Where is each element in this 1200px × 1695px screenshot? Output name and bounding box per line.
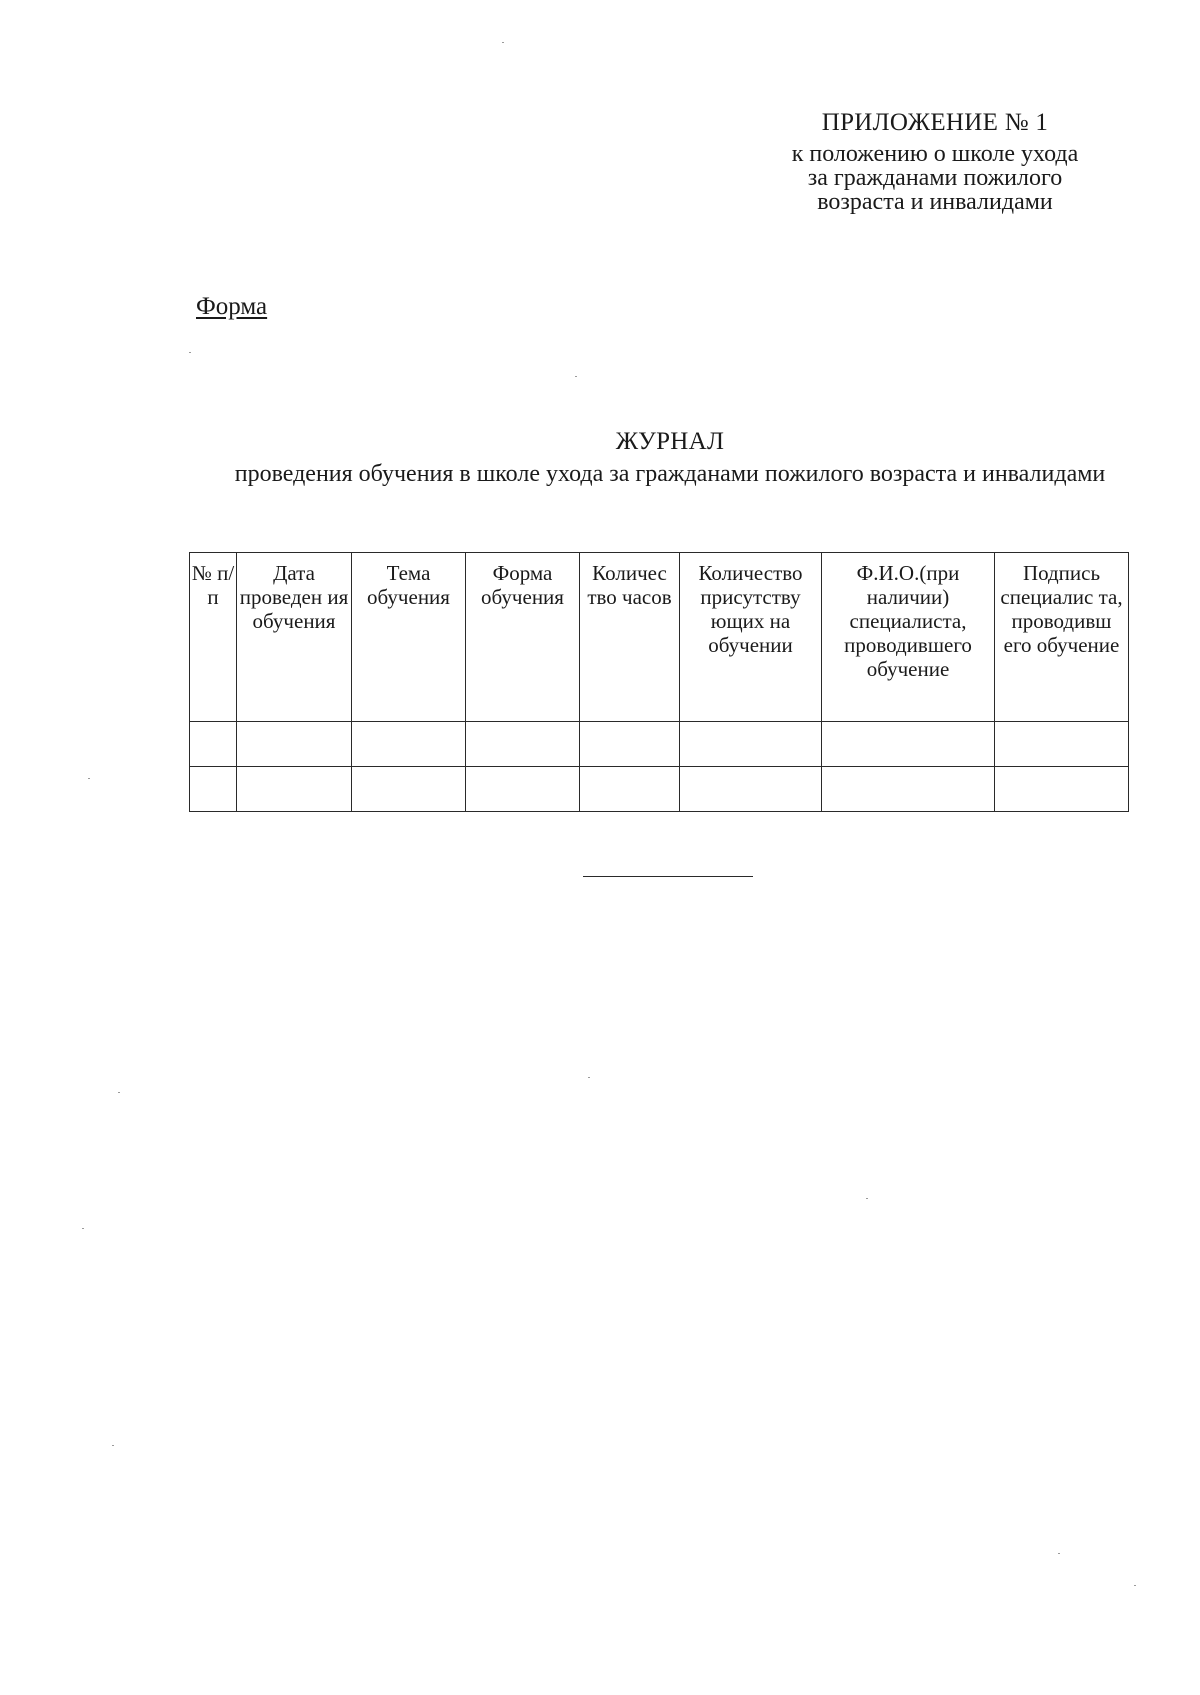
- header-cell-hours: Количес тво часов: [580, 553, 680, 722]
- table-cell: [580, 722, 680, 767]
- table-cell: [237, 722, 352, 767]
- table-cell: [466, 722, 580, 767]
- table-cell: [466, 767, 580, 812]
- appendix-line-2: за гражданами пожилого: [807, 165, 1063, 191]
- table-cell: [995, 767, 1129, 812]
- table-cell: [680, 767, 822, 812]
- scan-speck: [118, 1092, 120, 1093]
- end-divider-line: [583, 876, 753, 877]
- header-cell-form: Форма обучения: [466, 553, 580, 722]
- header-cell-date: Дата проведен ия обучения: [237, 553, 352, 722]
- scan-speck: [1058, 1553, 1060, 1554]
- header-cell-number: № п/п: [190, 553, 237, 722]
- table-row: [190, 767, 1129, 812]
- table-cell: [237, 767, 352, 812]
- scan-speck: [866, 1198, 868, 1199]
- header-cell-attendees: Количество присутству ющих на обучении: [680, 553, 822, 722]
- table-cell: [352, 767, 466, 812]
- table-header-row: [190, 553, 1129, 722]
- journal-subtitle: проведения обучения в школе ухода за гражданами пожилого возраста и инвалидами: [234, 461, 1106, 487]
- table-cell: [190, 722, 237, 767]
- journal-title: ЖУРНАЛ: [615, 428, 725, 455]
- table-cell: [680, 722, 822, 767]
- table-cell: [822, 722, 995, 767]
- scan-speck: [575, 376, 577, 377]
- appendix-line-3: возраста и инвалидами: [817, 189, 1053, 215]
- scan-speck: [588, 1077, 590, 1078]
- scan-speck: [112, 1445, 114, 1446]
- table-cell: [822, 767, 995, 812]
- form-label: Форма: [196, 293, 268, 320]
- table-row: [190, 722, 1129, 767]
- header-cell-specialist-name: Ф.И.О.(при наличии) специалиста, проводившего обучение: [822, 553, 995, 722]
- header-cell-signature: Подпись специалис та, проводивш его обучение: [995, 553, 1129, 722]
- appendix-block: [740, 108, 1130, 214]
- appendix-title: ПРИЛОЖЕНИЕ № 1: [821, 109, 1049, 136]
- scan-speck: [189, 352, 191, 353]
- header-cell-topic: Тема обучения: [352, 553, 466, 722]
- scan-speck: [88, 778, 90, 779]
- scan-speck: [1134, 1585, 1136, 1586]
- table-cell: [580, 767, 680, 812]
- table-cell: [190, 767, 237, 812]
- journal-table: [189, 552, 1129, 812]
- scan-speck: [82, 1228, 84, 1229]
- appendix-line-1: к положению о школе ухода: [791, 141, 1079, 167]
- table-cell: [995, 722, 1129, 767]
- table-cell: [352, 722, 466, 767]
- scan-speck: [502, 42, 504, 43]
